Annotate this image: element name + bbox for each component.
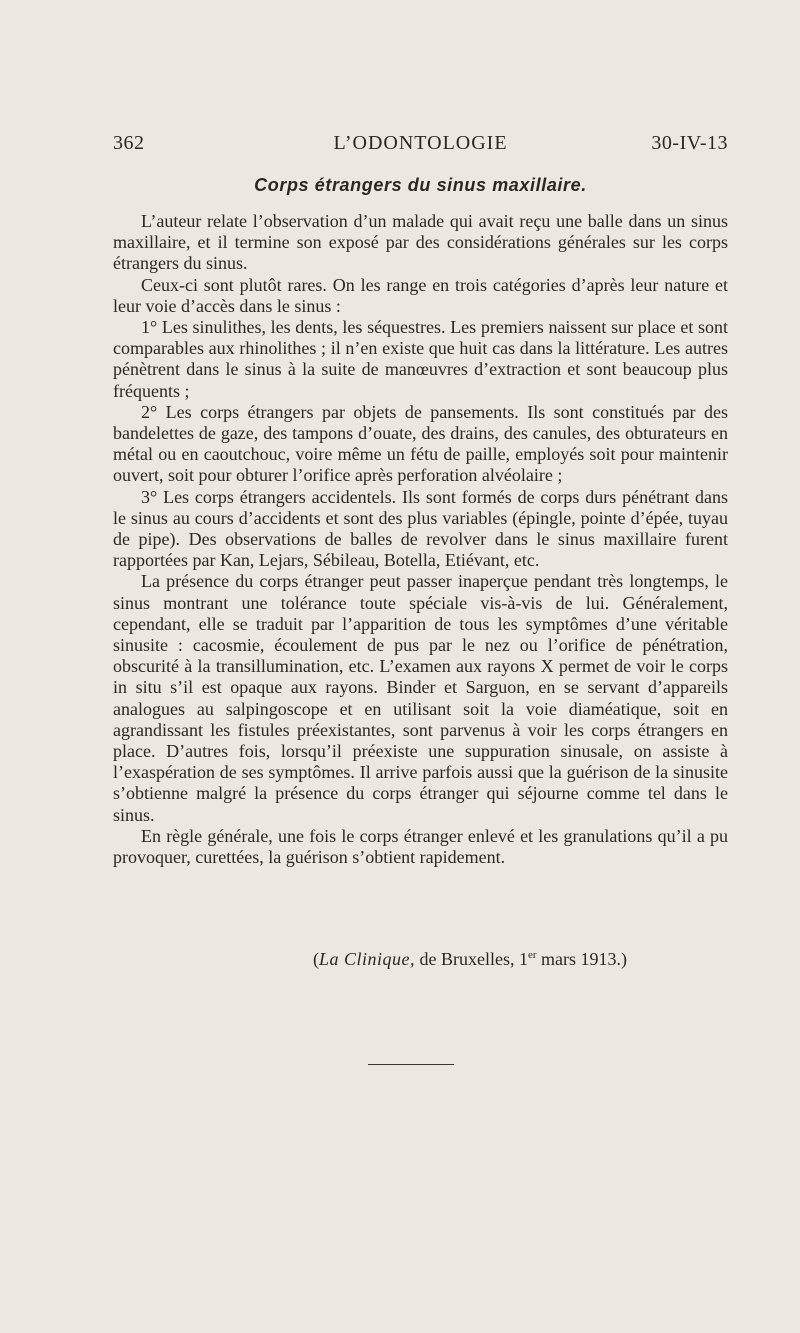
paragraph: 2° Les corps étrangers par objets de pansements. Ils sont constitués par des bandelettes de gaze, des tampons d’ouate, des drains, des canules, des obturateurs en métal ou en caoutchouc, voire même un fétu de paille, employés soit pour maintenir ouvert, soit pour obturer l’orifice après perforation alvéolaire ; [113,401,728,486]
paragraph: L’auteur relate l’observation d’un malade qui avait reçu une balle dans un sinus maxillaire, et il termine son exposé par des considérations générales sur les corps étrangers du sinus. [113,211,728,274]
citation-journal: La Clinique, [319,949,416,969]
issue-date: 30-IV-13 [651,132,728,154]
paragraph: La présence du corps étranger peut passer inaperçue pendant très longtemps, le sinus montrant une tolérance toute spéciale vis-à-vis de lui. Généralement, cependant, elle se traduit par l’apparition de tous les symptômes d’une véritable sinusite : cacosmie, écoulement de pus par le nez ou l’orifice de pénétration, obscurité à la transillumination, etc. L’examen aux rayons X permet de voir le corps in situ s’il est opaque aux rayons. Binder et Sarguon, en se servant d’appareils analogues au salpingoscope et en utilisant soit la voie diaméatique, soit en agrandissant les fistules préexistantes, sont parvenus à voir les corps étrangers en place. D’autres fois, lorsqu’il préexiste une suppuration sinusale, on assiste à l’exaspération de ses symptômes. Il arrive parfois aussi que la guérison de la sinusite s’obtienne malgré la présence du corps étranger qui séjourne comme tel dans le sinus. [113,571,728,825]
article-title: Corps étrangers du sinus maxillaire. [254,175,587,195]
section-divider [368,1064,454,1065]
paragraph: En règle générale, une fois le corps étranger enlevé et les granulations qu’il a pu provoquer, curettées, la guérison s’obtient rapidement. [113,825,728,868]
citation-date: mars 1913.) [536,949,628,969]
article-body [113,211,728,868]
journal-title: L’ODONTOLOGIE [333,132,508,154]
citation-city: de Bruxelles, 1 [415,949,528,969]
paragraph: Ceux-ci sont plutôt rares. On les range en trois catégories d’après leur nature et leur voie d’accès dans le sinus : [113,274,728,316]
page-number: 362 [113,132,145,154]
paragraph: 3° Les corps étrangers accidentels. Ils sont formés de corps durs pénétrant dans le sinus au cours d’accidents et sont des plus variables (épingle, pointe d’épée, tuyau de pipe). Des observations de balles de revolver dans le sinus maxillaire furent rapportées par Kan, Lejars, Sébileau, Botella, Etiévant, etc. [113,486,728,571]
citation-ordinal: er [528,949,537,961]
running-header [113,132,728,162]
citation-open-paren: ( [313,949,319,969]
paragraph: 1° Les sinulithes, les dents, les séquestres. Les premiers naissent sur place et sont comparables aux rhinolithes ; il n’en existe que huit cas dans la littérature. Les autres pénètrent dans le sinus à la suite de manœuvres d’extraction et sont beaucoup plus fréquents ; [113,317,728,401]
